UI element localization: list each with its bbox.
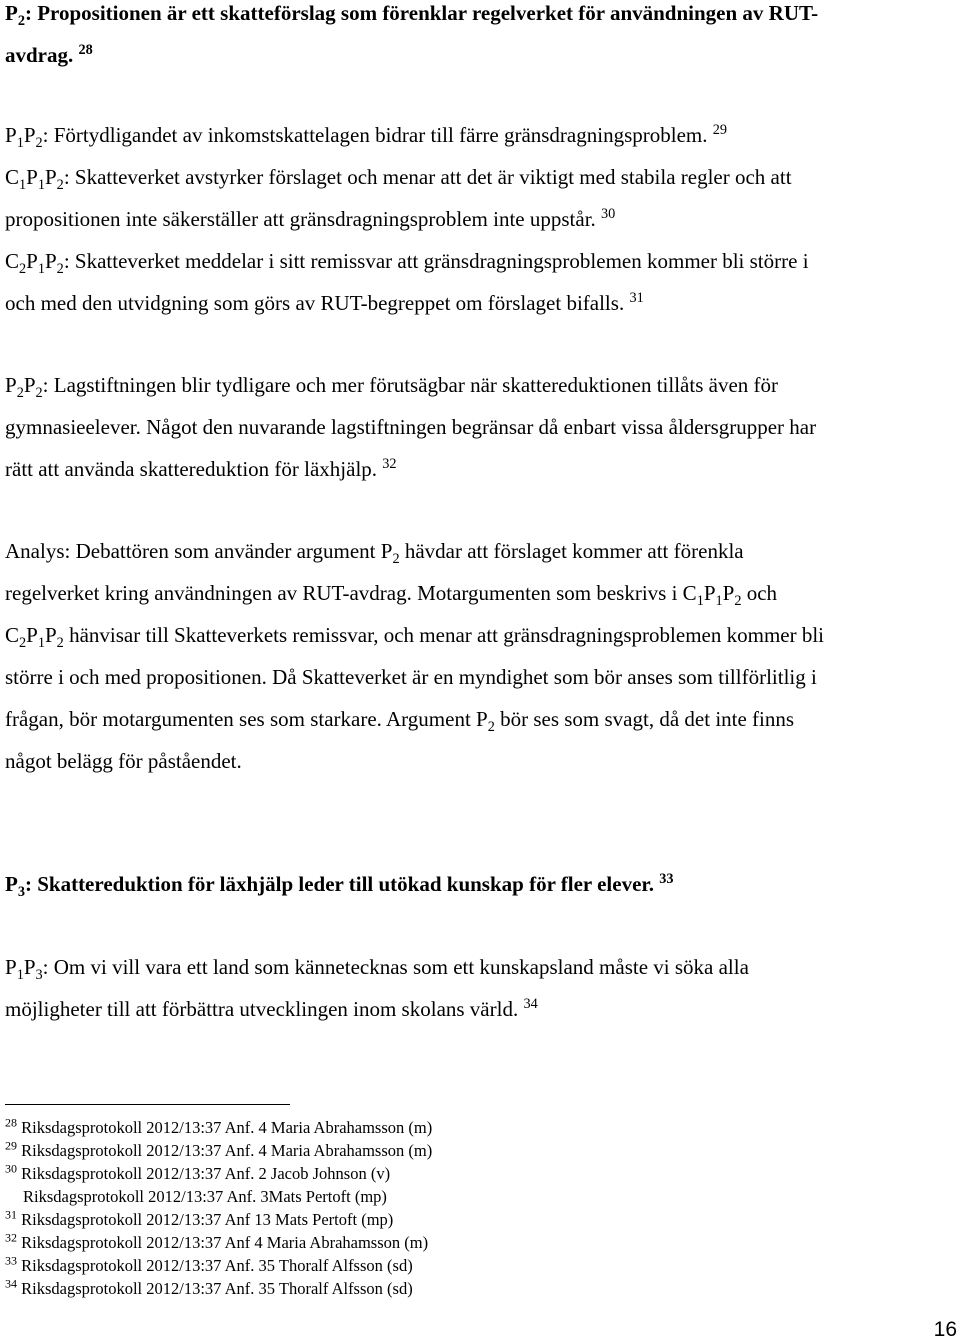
- footnote: $^{31}$ Riksdagsprotokoll 2012/13:37 Anf 13 Mats Pertoft (mp): [5, 1207, 394, 1229]
- footnote: $^{30}$ Riksdagsprotokoll 2012/13:37 Anf. 2 Jacob Johnson (v): [5, 1161, 391, 1183]
- p1p3-paragraph: $P_1P_3$: Om vi vill vara ett land som kännetecknas som ett kunskapsland måste vi söka alla möjligheter till att förbättra utvecklingen inom skolans värld. $^{34}$: [5, 955, 749, 1021]
- footnote: $^{33}$ Riksdagsprotokoll 2012/13:37 Anf. 35 Thoralf Alfsson (sd): [5, 1253, 413, 1275]
- analys-paragraph: Analys: Debattören som använder argument $P_2$ hävdar att förslaget kommer att förenkla regelverket kring användningen av RUT-avdrag. Motargumenten som beskrivs i $C_1P_1P_2$ och $C_2P_1P_2$ hänvisar till Skatteverkets remissvar, och menar att gränsdragningsproblemen kommer bli större i och med propositionen. Då Skatteverket är en myndighet som bör anses som tillförlitlig i frågan, bör motargumenten ses som starkare. Argument $P_2$ bör ses som svagt, då det inte finns något belägg för påståendet.: [5, 539, 825, 773]
- footnote: $^{29}$ Riksdagsprotokoll 2012/13:37 Anf. 4 Maria Abrahamsson (m): [5, 1138, 433, 1160]
- footnote: $^{34}$ Riksdagsprotokoll 2012/13:37 Anf. 35 Thoralf Alfsson (sd): [5, 1276, 413, 1298]
- footnote-separator: [5, 1104, 290, 1105]
- c2p1p2-paragraph: $C_2P_1P_2$: Skatteverket meddelar i sitt remissvar att gränsdragningsproblemen kommer bli större i och med den utvidgning som görs av RUT-begreppet om förslaget bifalls. $^{31}$: [5, 249, 809, 315]
- footnote: $^{32}$ Riksdagsprotokoll 2012/13:37 Anf 4 Maria Abrahamsson (m): [5, 1230, 429, 1252]
- p3-heading: $P_3$: Skattereduktion för läxhjälp leder till utökad kunskap för fler elever. $^{33}$: [5, 871, 674, 901]
- footnotes: [5, 1116, 432, 1300]
- page-number: 16: [933, 1318, 957, 1341]
- footnote: Riksdagsprotokoll 2012/13:37 Anf. 3Mats Pertoft (mp): [23, 1187, 387, 1206]
- p2p2-paragraph: $P_2P_2$: Lagstiftningen blir tydligare och mer förutsägbar när skattereduktionen tillåts även för gymnasieelever. Något den nuvarande lagstiftningen begränsar då enbart vissa åldersgrupper har rätt att använda skattereduktion för läxhjälp. $^{32}$: [5, 373, 817, 481]
- p2-heading: $P_2$: Propositionen är ett skatteförslag som förenklar regelverket för användningen av RUT- avdrag. $^{28}$: [5, 1, 819, 67]
- c1p1p2-paragraph: $C_1P_1P_2$: Skatteverket avstyrker förslaget och menar att det är viktigt med stabila regler och att propositionen inte säkerställer att gränsdragningsproblem inte uppstår. $^{30}$: [5, 165, 792, 231]
- p1p2-paragraph: $P_1P_2$: Förtydligandet av inkomstskattelagen bidrar till färre gränsdragningsproblem. $^{29}$: [5, 122, 728, 152]
- footnote: $^{28}$ Riksdagsprotokoll 2012/13:37 Anf. 4 Maria Abrahamsson (m): [5, 1115, 433, 1137]
